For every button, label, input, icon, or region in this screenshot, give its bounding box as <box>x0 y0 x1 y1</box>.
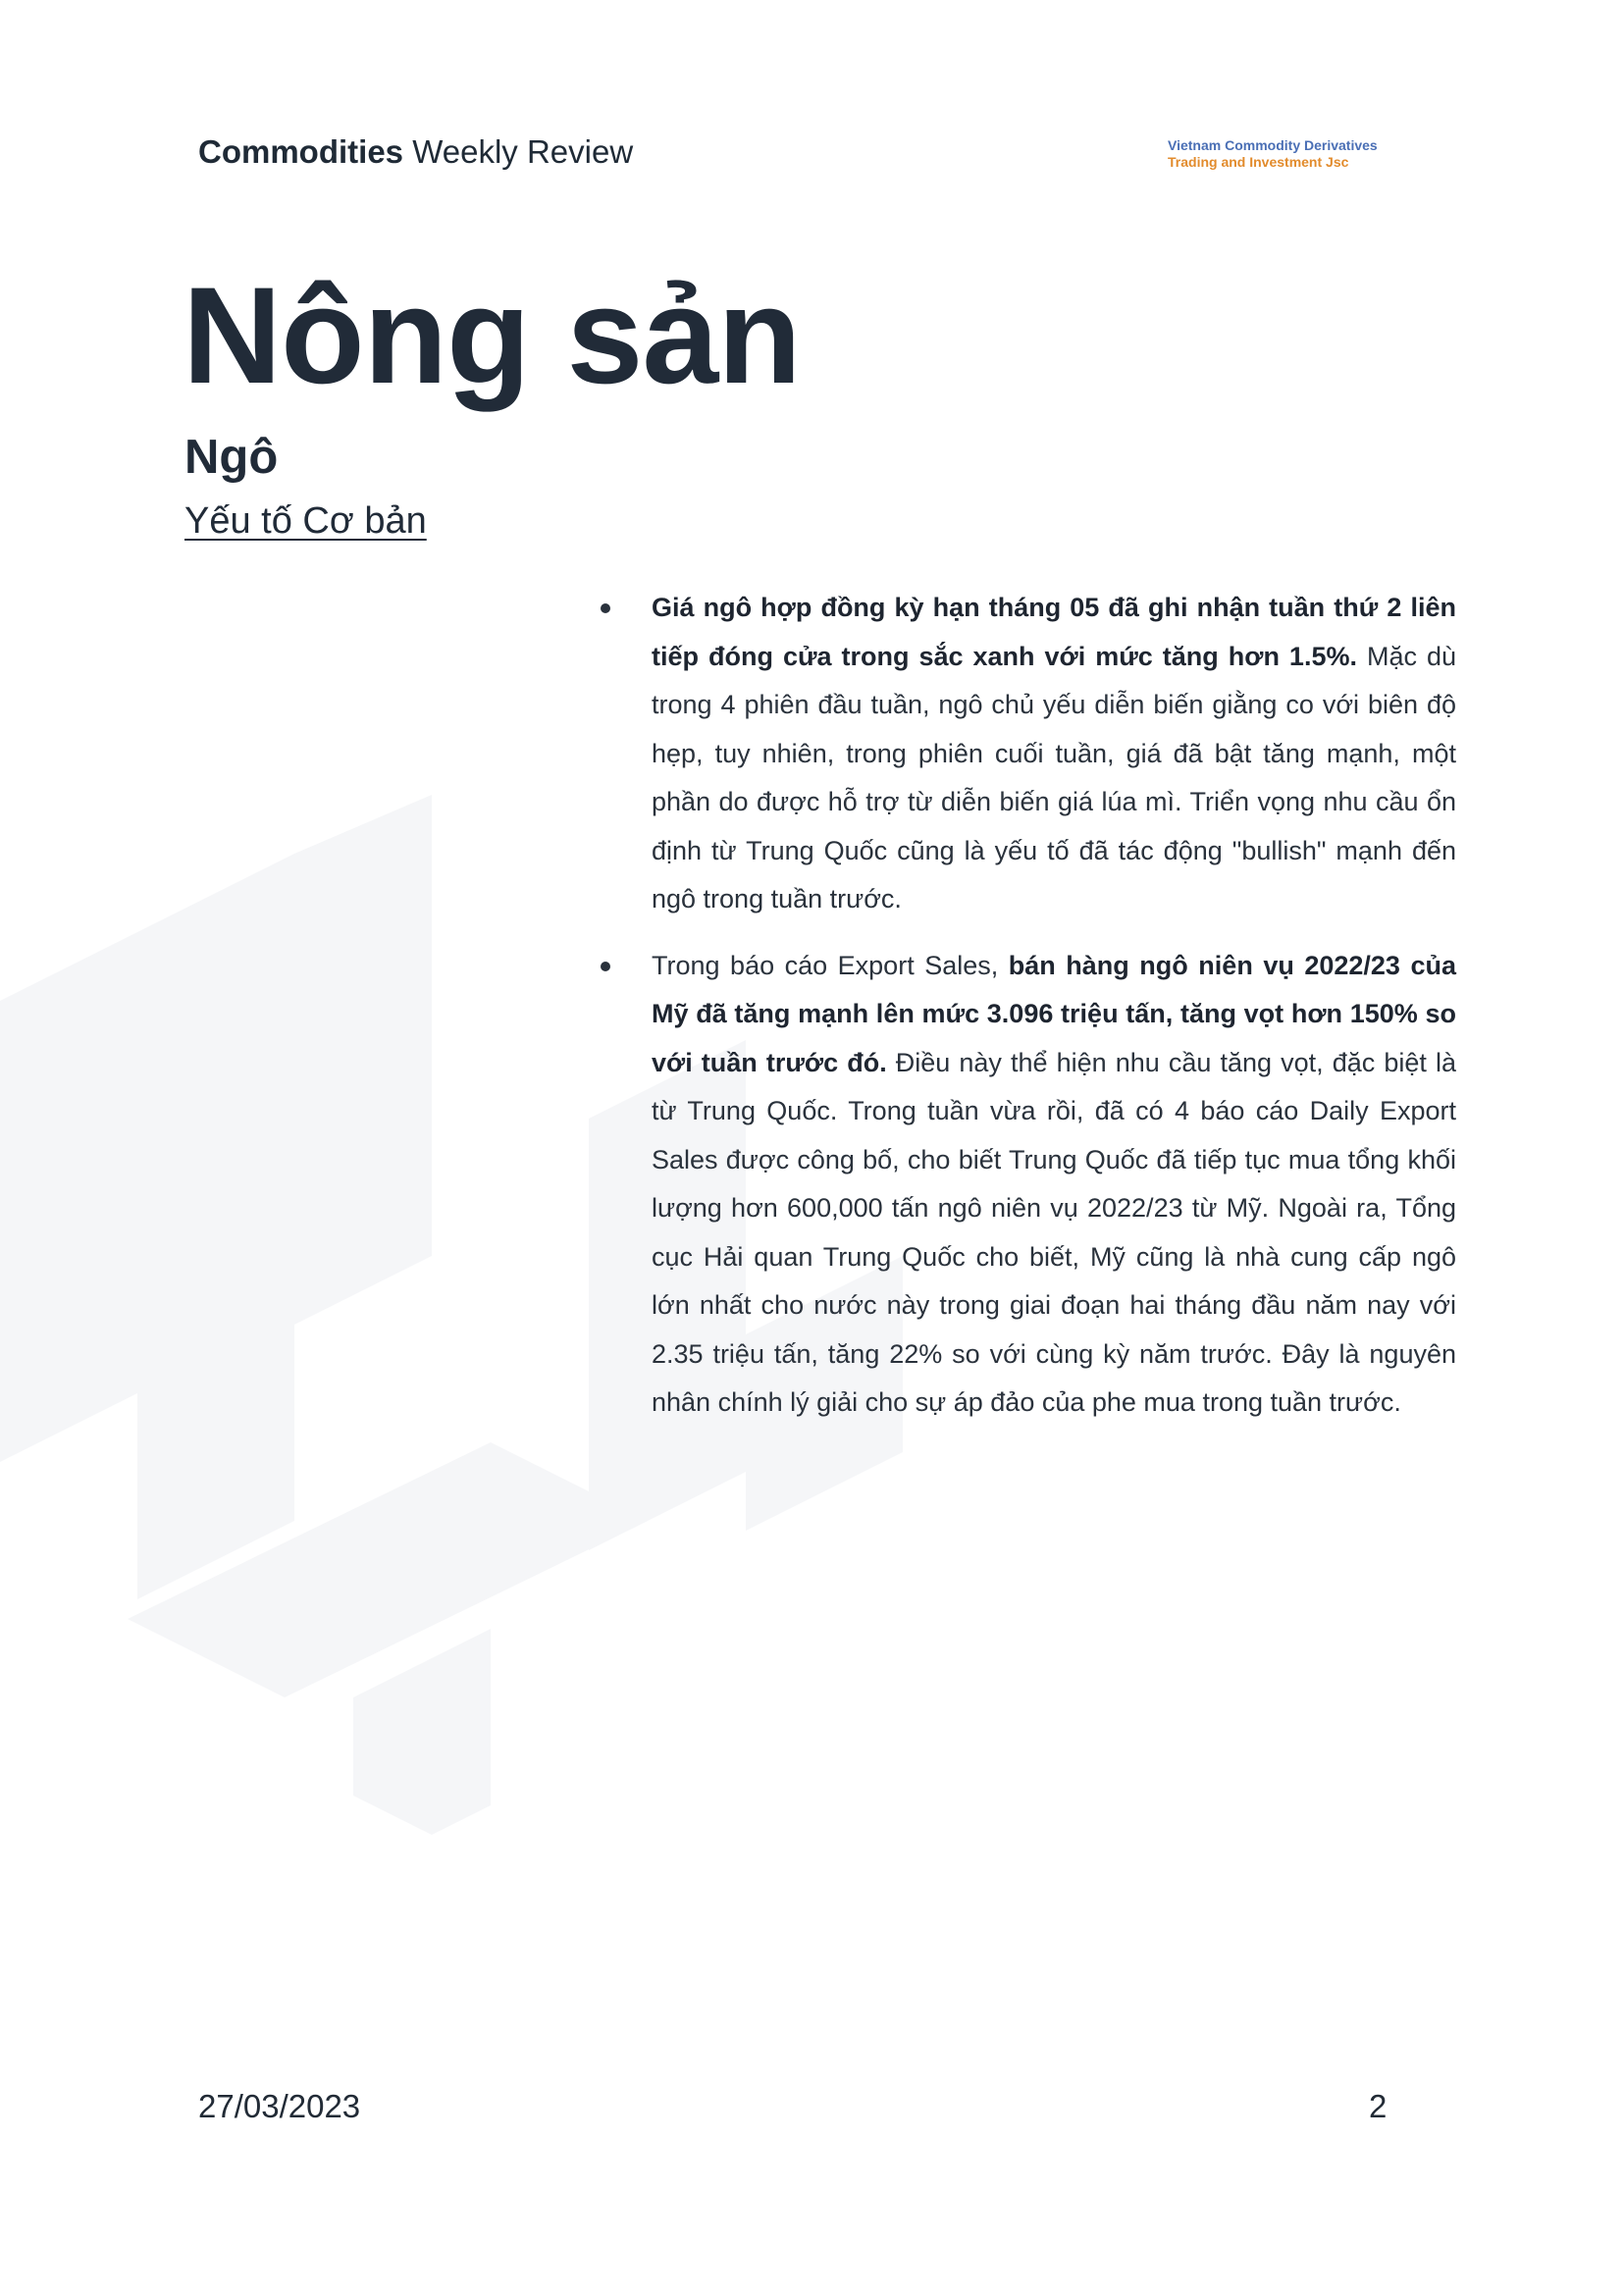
report-header-bold: Commodities <box>198 133 404 170</box>
report-header-rest: Weekly Review <box>403 133 634 170</box>
bullet-icon <box>601 962 610 971</box>
subsection-title: Yếu tố Cơ bản <box>184 500 427 542</box>
report-header <box>198 133 633 171</box>
list-item <box>601 942 1456 1428</box>
bullet-text-before: Trong báo cáo Export Sales, <box>652 950 1009 980</box>
logo-line-1: Vietnam Commodity Derivatives <box>1168 137 1378 153</box>
bullet-bold-text: bán hàng ngô niên vụ 2022/23 của Mỹ đã tăng mạnh lên mức 3.096 triệu tấn, tăng vọt hơn 150% so với tuần trước đó. <box>652 950 1456 1077</box>
section-title: Ngô <box>184 431 279 484</box>
bullet-text: Mặc dù trong 4 phiên đầu tuần, ngô chủ yếu diễn biến giằng co với biên độ hẹp, tuy nhiên, trong phiên cuối tuần, giá đã bật tăng mạnh, một phần do được hỗ trợ từ diễn biến giá lúa mì. Triển vọng nhu cầu ổn định từ Trung Quốc cũng là yếu tố đã tác động "bullish" mạnh đến ngô trong tuần trước. <box>652 641 1456 913</box>
page-number: 2 <box>1369 2088 1388 2124</box>
bullet-text: Điều này thể hiện nhu cầu tăng vọt, đặc biệt là từ Trung Quốc. Trong tuần vừa rồi, đã có 4 báo cáo Daily Export Sales được công bố, cho biết Trung Quốc đã tiếp tục mua tổng khối lượng hơn 600,000 tấn ngô niên vụ 2022/23 từ Mỹ. Ngoài ra, Tổng cục Hải quan Trung Quốc cho biết, Mỹ cũng là nhà cung cấp ngô lớn nhất cho nước này trong giai đoạn hai tháng đầu năm nay với 2.35 triệu tấn, tăng 22% so với cùng kỳ năm trước. Đây là nguyên nhân chính lý giải cho sự áp đảo của phe mua trong tuần trước. <box>652 1047 1456 1417</box>
footer-date: 27/03/2023 <box>198 2088 361 2124</box>
bullet-list <box>601 584 1456 1445</box>
bullet-icon <box>601 603 610 613</box>
bullet-bold-text: Giá ngô hợp đồng kỳ hạn tháng 05 đã ghi nhận tuần thứ 2 liên tiếp đóng cửa trong sắc xanh với mức tăng hơn 1.5%. <box>652 593 1456 671</box>
page-title: Nông sản <box>183 258 801 412</box>
logo-line-2: Trading and Investment Jsc <box>1168 154 1349 170</box>
list-item <box>601 584 1456 924</box>
company-logo <box>1168 137 1378 171</box>
